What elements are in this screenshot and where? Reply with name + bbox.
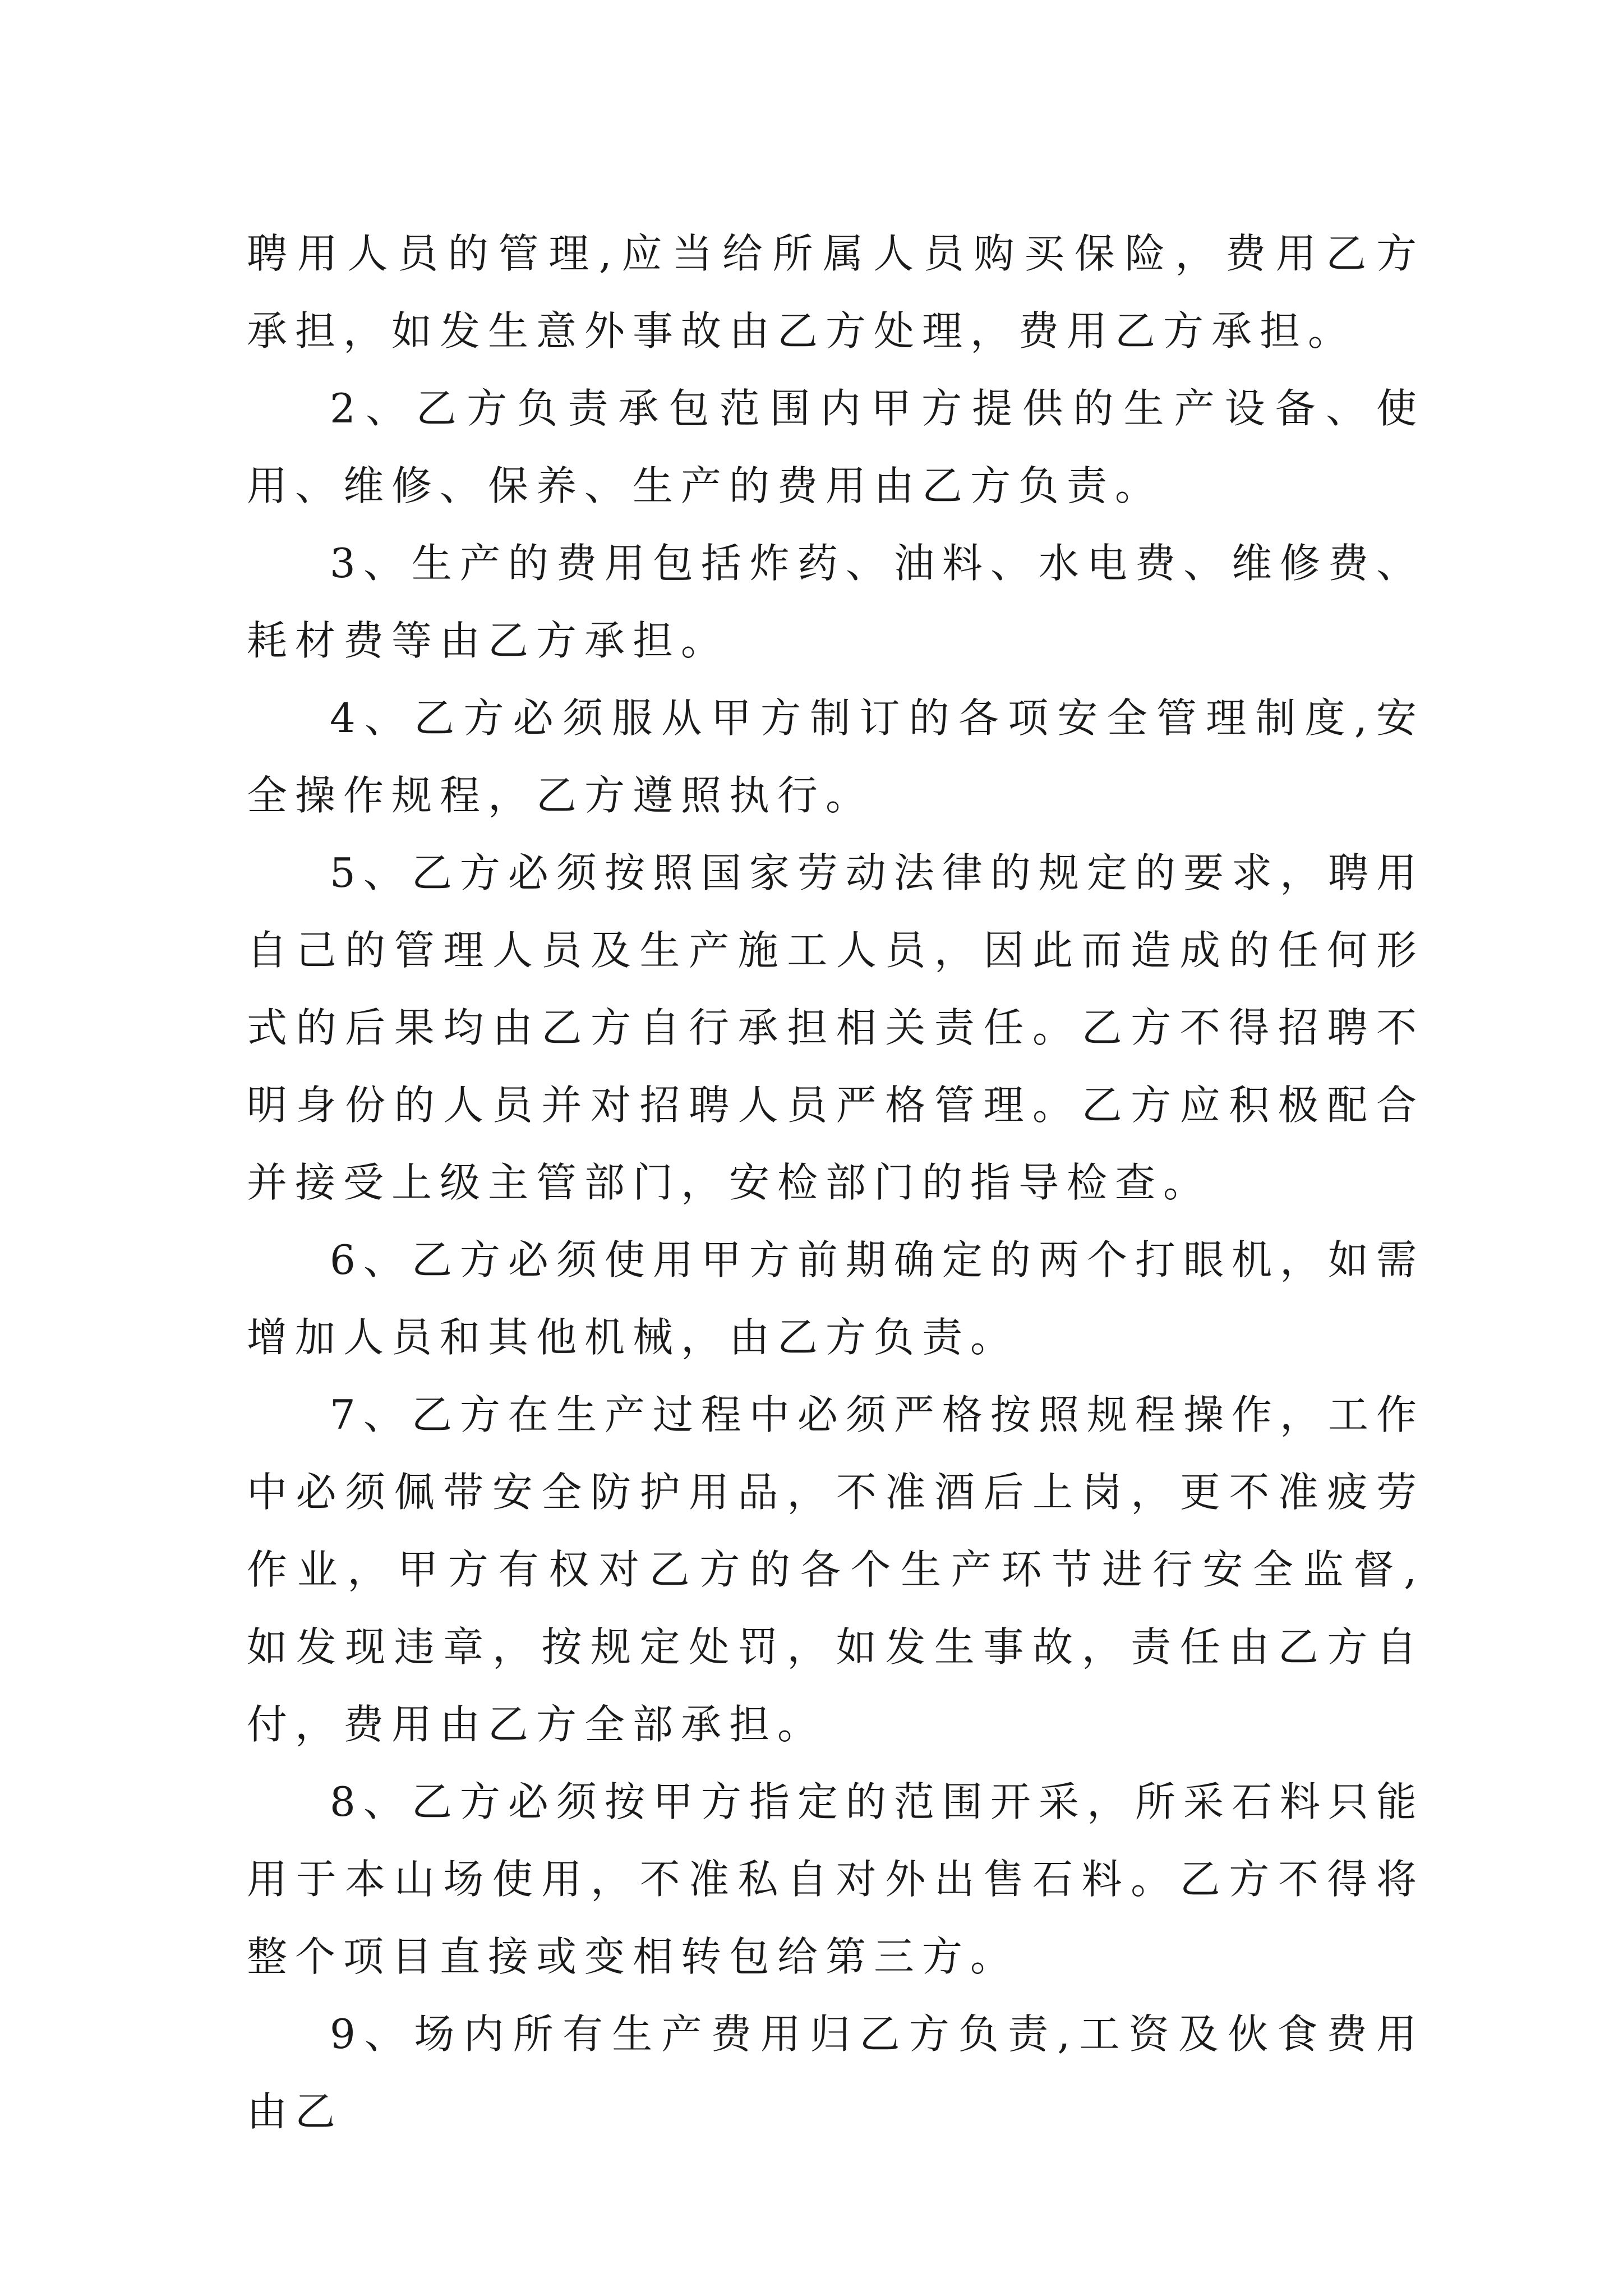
contract-text	[247, 215, 1424, 2150]
paragraph-clause-2: 2、乙方负责承包范围内甲方提供的生产设备、使用、维修、保养、生产的费用由乙方负责。	[247, 385, 1424, 509]
paragraph-continuation: 聘用人员的管理,应当给所属人员购买保险，费用乙方承担，如发生意外事故由乙方处理，费用乙方承担。	[247, 230, 1424, 355]
paragraph-clause-6: 6、乙方必须使用甲方前期确定的两个打眼机，如需增加人员和其他机械，由乙方负责。	[247, 1236, 1424, 1361]
paragraph-clause-9: 9、场内所有生产费用归乙方负责,工资及伙食费用由乙	[247, 2010, 1424, 2135]
paragraph-clause-8: 8、乙方必须按甲方指定的范围开采，所采石料只能用于本山场使用，不准私自对外出售石料。乙方不得将整个项目直接或变相转包给第三方。	[247, 1778, 1424, 1980]
paragraph-clause-7: 7、乙方在生产过程中必须严格按照规程操作，工作中必须佩带安全防护用品，不准酒后上岗，更不准疲劳作业，甲方有权对乙方的各个生产环节进行安全监督,如发现违章，按规定处罚，如发生事故，责任由乙方自付，费用由乙方全部承担。	[247, 1391, 1424, 1748]
paragraph-clause-4: 4、乙方必须服从甲方制订的各项安全管理制度,安全操作规程，乙方遵照执行。	[247, 694, 1424, 819]
paragraph-clause-5: 5、乙方必须按照国家劳动法律的规定的要求，聘用自己的管理人员及生产施工人员，因此而造成的任何形式的后果均由乙方自行承担相关责任。乙方不得招聘不明身份的人员并对招聘人员严格管理。乙方应积极配合并接受上级主管部门，安检部门的指导检查。	[247, 849, 1424, 1206]
paragraph-clause-3: 3、生产的费用包括炸药、油料、水电费、维修费、耗材费等由乙方承担。	[247, 540, 1424, 664]
